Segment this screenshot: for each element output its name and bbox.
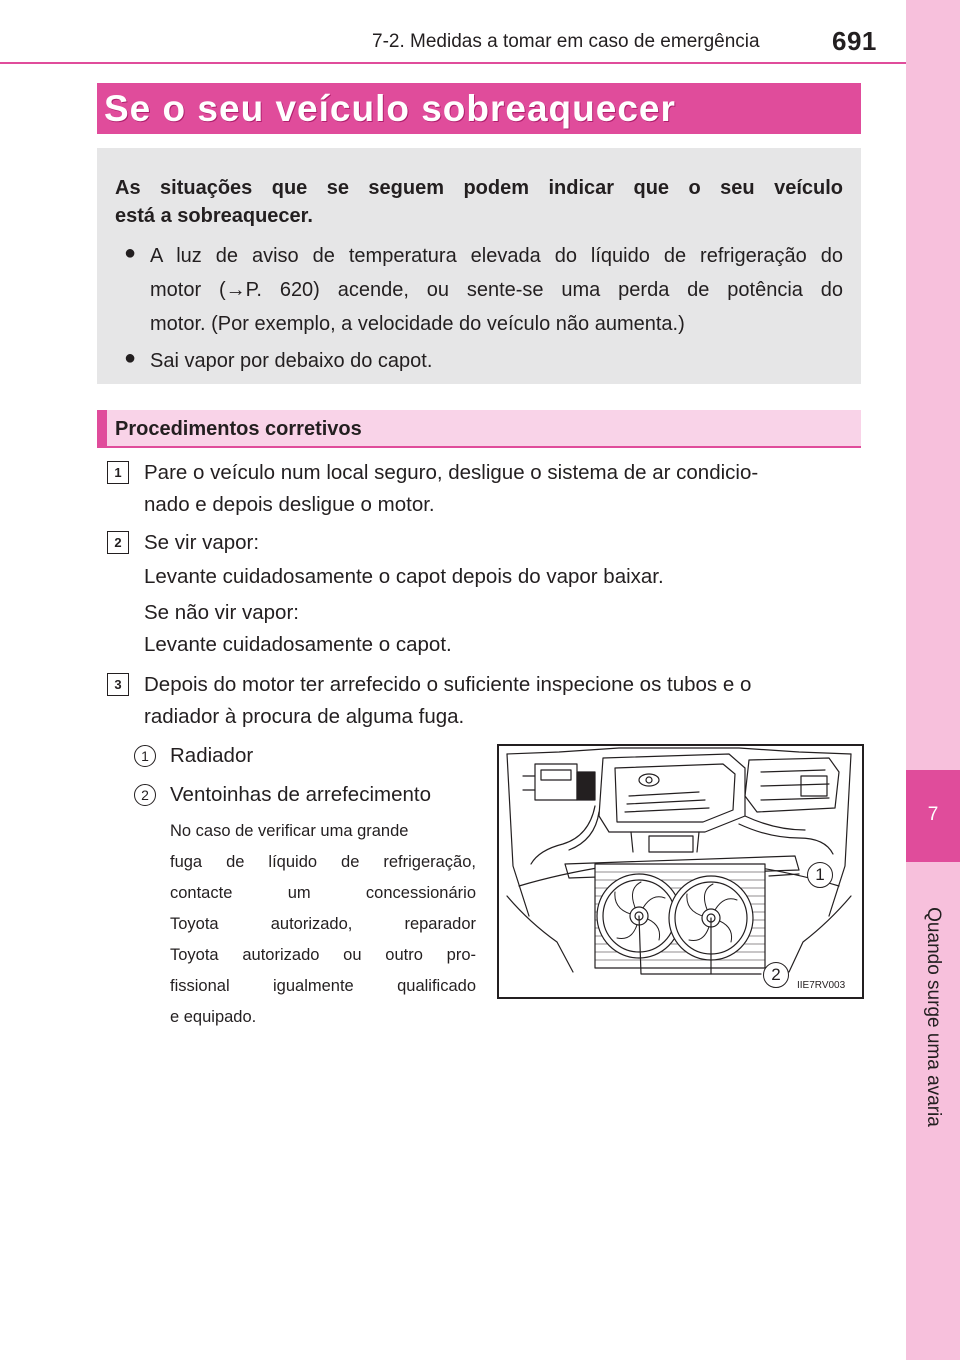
step-3-line-1: Depois do motor ter arrefecido o suficiente inspecione os tubos e o: [144, 673, 752, 696]
note-line-3: contacte um concessionário: [170, 884, 476, 902]
page-number: 691: [832, 26, 877, 56]
subheading-title: Procedimentos corretivos: [115, 418, 362, 440]
step-1-badge: 1: [107, 461, 129, 484]
callout-1-badge: 1: [807, 862, 833, 888]
bullet-1-line-3: motor. (Por exemplo, a velocidade do veículo não aumenta.): [150, 313, 685, 335]
intro-line-1: As situações que se seguem podem indicar que o seu veículo: [115, 177, 843, 199]
subheading-rule: [97, 446, 861, 448]
note-line-6: fissional igualmente qualificado: [170, 977, 476, 995]
step-2-line-3: Se não vir vapor:: [144, 601, 299, 624]
page-title: Se o seu veículo sobreaquecer: [104, 88, 676, 129]
section-title: 7-2. Medidas a tomar em caso de emergência: [372, 31, 760, 52]
legend-1-label: Radiador: [170, 744, 254, 767]
figure-code: IIE7RV003: [797, 980, 846, 991]
bullet-dot: ●: [124, 347, 137, 369]
step-2-badge: 2: [107, 531, 129, 554]
note-line-2: fuga de líquido de refrigeração,: [170, 853, 476, 871]
subheading-accent-bar: [97, 410, 107, 446]
header-rule: [0, 62, 906, 64]
note-line-4: Toyota autorizado, reparador: [170, 915, 476, 933]
bullet-1-line-2: motor (→P. 620) acende, ou sente-se uma perda de potência do: [150, 279, 843, 301]
bullet-dot: ●: [124, 242, 137, 264]
step-2-line-4: Levante cuidadosamente o capot.: [144, 633, 452, 656]
step-3-line-2: radiador à procura de alguma fuga.: [144, 705, 465, 728]
bullet-2-line-1: Sai vapor por debaixo do capot.: [150, 350, 433, 372]
step-2-line-2: Levante cuidadosamente o capot depois do vapor baixar.: [144, 565, 664, 588]
legend-1-badge: 1: [134, 745, 156, 767]
step-1-line-2: nado e depois desligue o motor.: [144, 493, 435, 516]
chapter-number: 7: [927, 804, 939, 825]
step-3-badge: 3: [107, 673, 129, 696]
bullet-1-line-1: A luz de aviso de temperatura elevada do líquido de refrigeração do: [150, 245, 843, 267]
legend-2-badge: 2: [134, 784, 156, 806]
step-2-line-1: Se vir vapor:: [144, 531, 260, 554]
intro-line-2: está a sobreaquecer.: [115, 205, 313, 227]
note-line-7: e equipado.: [170, 1008, 257, 1026]
engine-bay-figure: [497, 744, 864, 999]
chapter-title: Quando surge uma avaria: [923, 907, 944, 1127]
note-line-1: No caso de verificar uma grande: [170, 822, 409, 840]
step-1-line-1: Pare o veículo num local seguro, desligue o sistema de ar condicio-: [144, 461, 759, 484]
callout-2-badge: 2: [763, 962, 789, 988]
legend-2-label: Ventoinhas de arrefecimento: [170, 783, 431, 806]
note-line-5: Toyota autorizado ou outro pro-: [170, 946, 476, 964]
